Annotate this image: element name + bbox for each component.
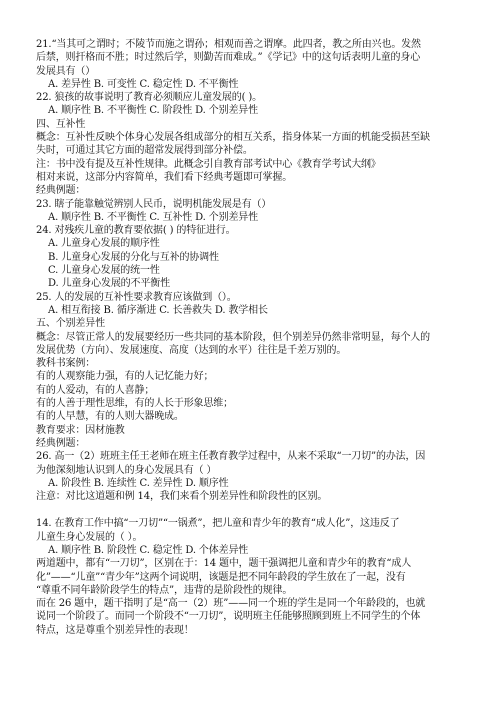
question-21-options: A. 差异性 B. 可变性 C. 稳定性 D. 不平衡性 [48, 78, 239, 90]
examples-heading-2: 经典例题： [36, 437, 86, 449]
analysis-line-5: 说同一个阶段了。而同一个阶段不“一刀切”，说明班主任能够照顾到班上不同学生的个体 [36, 611, 421, 623]
education-requirement: 教育要求：因材施教 [36, 424, 125, 436]
case-line-2: 有的人爱动，有的人喜静； [36, 384, 155, 396]
difference-concept-line-1: 概念：尽管正常人的发展要经历一些共同的基本阶段，但个别差异仍然非常明显，每个人的 [36, 331, 430, 343]
question-14-options: A. 顺序性 B. 阶段性 C. 稳定性 D. 个体差异性 [48, 544, 249, 556]
question-21-line-2: 后禁，则扞格而不胜；时过然后学，则勤苦而难成。”《学记》中的这句话表明儿童的身心 [36, 52, 421, 64]
question-24: 24. 对残疾儿童的教育要依据( ) 的特征进行。 [36, 225, 236, 237]
complementarity-concept-line-1: 概念：互补性反映个体身心发展各组成部分的相互关系，指身体某一方面的机能受损甚至缺 [36, 132, 430, 144]
question-26-line-1: 26. 高一（2）班班主任王老师在班主任教育教学过程中，从来不采取“一刀切”的办法，因 [36, 451, 426, 463]
comparison-note: 注意：对比这道题和例 14，我们来看个别差异性和阶段性的区别。 [36, 491, 328, 503]
analysis-line-4: 而在 26 题中，题干指明了是“高一（2）班”——同一个班的学生是同一个年龄段的，也就 [36, 598, 426, 610]
case-line-1: 有的人观察能力强，有的人记忆能力好； [36, 371, 214, 383]
complementarity-remark: 相对来说，这部分内容简单，我们看下经典考题即可掌握。 [36, 171, 293, 183]
question-14-line-1: 14. 在教育工作中搞“一刀切”“一锅煮”，把儿童和青少年的教育“成人化”，这违反了 [36, 518, 400, 530]
section-heading-individual-difference: 五、个别差异性 [36, 318, 105, 330]
case-line-4: 有的人早慧，有的人则大器晚成。 [36, 411, 184, 423]
question-25: 25. 人的发展的互补性要求教育应该做到（）。 [36, 291, 237, 303]
difference-concept-line-2: 发展优势（方向）、发展速度、高度（达到的水平）往往是千差万别的。 [36, 344, 347, 356]
question-24-option-b: B. 儿童身心发展的分化与互补的协调性 [48, 251, 219, 263]
complementarity-concept-line-2: 失时，可通过其它方面的超常发展得到部分补偿。 [36, 145, 253, 157]
blank-line [36, 503, 488, 517]
question-25-options: A. 相互衔接 B. 循序渐进 C. 长善救失 D. 教学相长 [48, 304, 268, 316]
question-24-option-a: A. 儿童身心发展的顺序性 [48, 238, 160, 250]
question-26-line-2: 为他深刻地认识到人的身心发展具有（ ） [36, 464, 217, 476]
question-24-option-c: C. 儿童身心发展的统一性 [48, 265, 160, 277]
analysis-line-2: 化”——“儿童”“青少年”这两个词说明，该题是把不同年龄段的学生放在了一起，没有 [36, 571, 406, 583]
question-22: 22. 狼孩的故事说明了教育必须顺应儿童发展的( )。 [36, 92, 263, 104]
examples-heading: 经典例题： [36, 185, 86, 197]
document-body [36, 38, 488, 637]
analysis-line-1: 两道题中，都有“一刀切”，区别在于：14 题中，题干强调把儿童和青少年的教育“成人 [36, 558, 412, 570]
question-14-line-2: 儿童生身心发展的（ ）。 [36, 531, 143, 543]
question-23-options: A. 顺序性 B. 不平衡性 C. 互补性 D. 个别差异性 [48, 211, 258, 223]
question-22-options: A. 顺序性 B. 不平衡性 C. 阶段性 D. 个别差异性 [48, 105, 258, 117]
analysis-line-6: 特点，这是尊重个别差异性的表现！ [36, 624, 194, 636]
textbook-cases-heading: 教科书案例： [36, 358, 96, 370]
question-26-options: A. 阶段性 B. 连续性 C. 差异性 D. 顺序性 [48, 477, 229, 489]
question-23: 23. 瞎子能靠触觉辨别人民币，说明机能发展是有（） [36, 198, 272, 210]
analysis-line-3: “尊重不同年龄阶段学生的特点”，违背的是阶段性的规律。 [36, 584, 293, 596]
case-line-3: 有的人善于理性思维，有的人长于形象思维； [36, 398, 233, 410]
section-heading-complementarity: 四、互补性 [36, 118, 86, 130]
question-21-line-1: 21.“当其可之谓时；不陵节而施之谓孙；相观而善之谓摩。此四者，教之所由兴也。发然 [36, 39, 421, 50]
question-24-option-d: D. 儿童身心发展的不平衡性 [48, 278, 170, 290]
complementarity-note: 注：书中没有提及互补性规律。此概念引自教育部考试中心《教育学考试大纲》 [36, 158, 381, 170]
question-21-line-3: 发展具有（） [36, 65, 96, 77]
